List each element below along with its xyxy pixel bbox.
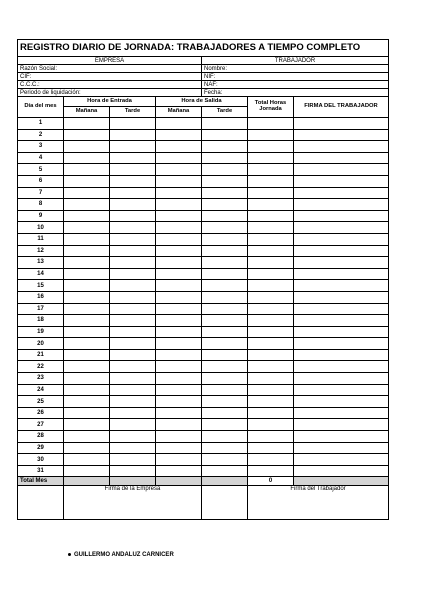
entrada-tarde-cell[interactable] [110, 303, 156, 315]
salida-manana-cell[interactable] [156, 419, 202, 431]
day-number: 16 [18, 291, 64, 303]
entrada-tarde-cell[interactable] [110, 280, 156, 292]
entrada-manana-cell[interactable] [64, 187, 110, 199]
total-horas-cell[interactable] [248, 396, 294, 408]
trabajador-heading: TRABAJADOR [202, 57, 389, 65]
salida-manana-cell[interactable] [156, 291, 202, 303]
col-firma-header: FIRMA DEL TRABAJADOR [294, 97, 389, 118]
col-salida-header: Hora de Salida [156, 97, 248, 107]
day-number: 30 [18, 454, 64, 466]
total-horas-cell[interactable] [248, 129, 294, 141]
total-horas-cell[interactable] [248, 465, 294, 477]
salida-tarde-cell[interactable] [202, 164, 248, 176]
total-mes-cell [202, 477, 248, 486]
entrada-tarde-cell[interactable] [110, 164, 156, 176]
salida-manana-cell[interactable] [156, 233, 202, 245]
entrada-manana-cell[interactable] [64, 233, 110, 245]
salida-tarde-cell[interactable] [202, 268, 248, 280]
day-number: 6 [18, 175, 64, 187]
table-row [18, 245, 389, 257]
entrada-tarde-cell[interactable] [110, 465, 156, 477]
firma-trabajador-cell[interactable] [294, 373, 389, 385]
total-mes-cell [156, 477, 202, 486]
total-horas-cell[interactable] [248, 187, 294, 199]
entrada-tarde-cell[interactable] [110, 175, 156, 187]
total-mes-value: 0 [248, 477, 294, 486]
salida-tarde-cell[interactable] [202, 257, 248, 269]
field-periodo[interactable]: Periodo de liquidación: [18, 89, 202, 97]
field-fecha[interactable]: Fecha: [202, 89, 389, 97]
day-number: 5 [18, 164, 64, 176]
salida-manana-cell[interactable] [156, 396, 202, 408]
table-row [18, 187, 389, 199]
salida-tarde-cell[interactable] [202, 118, 248, 130]
salida-tarde-cell[interactable] [202, 187, 248, 199]
total-horas-cell[interactable] [248, 303, 294, 315]
total-horas-cell[interactable] [248, 245, 294, 257]
salida-tarde-cell[interactable] [202, 465, 248, 477]
salida-manana-cell[interactable] [156, 210, 202, 222]
day-number: 7 [18, 187, 64, 199]
firma-trabajador-cell[interactable] [294, 361, 389, 373]
entrada-manana-cell[interactable] [64, 315, 110, 327]
entrada-manana-cell[interactable] [64, 454, 110, 466]
table-row [18, 361, 389, 373]
entrada-manana-cell[interactable] [64, 396, 110, 408]
entrada-manana-cell[interactable] [64, 431, 110, 443]
table-row [18, 349, 389, 361]
day-number: 25 [18, 396, 64, 408]
day-number: 27 [18, 419, 64, 431]
field-ccc[interactable]: C.C.C.: [18, 81, 202, 89]
table-row [18, 175, 389, 187]
salida-tarde-cell[interactable] [202, 175, 248, 187]
salida-manana-cell[interactable] [156, 129, 202, 141]
salida-tarde-cell[interactable] [202, 152, 248, 164]
salida-tarde-cell[interactable] [202, 442, 248, 454]
table-row [18, 315, 389, 327]
entrada-tarde-cell[interactable] [110, 315, 156, 327]
total-horas-cell[interactable] [248, 315, 294, 327]
salida-manana-cell[interactable] [156, 338, 202, 350]
signature-spacer [202, 486, 248, 520]
salida-manana-cell[interactable] [156, 280, 202, 292]
salida-tarde-cell[interactable] [202, 407, 248, 419]
entrada-tarde-cell[interactable] [110, 210, 156, 222]
firma-trabajador-cell[interactable] [294, 164, 389, 176]
day-number: 20 [18, 338, 64, 350]
total-horas-cell[interactable] [248, 257, 294, 269]
day-number: 29 [18, 442, 64, 454]
entrada-tarde-cell[interactable] [110, 233, 156, 245]
total-horas-cell[interactable] [248, 199, 294, 211]
salida-tarde-cell[interactable] [202, 315, 248, 327]
salida-manana-cell[interactable] [156, 442, 202, 454]
table-row [18, 141, 389, 153]
table-row [18, 118, 389, 130]
table-row [18, 164, 389, 176]
entrada-tarde-cell[interactable] [110, 257, 156, 269]
table-row [18, 465, 389, 477]
salida-manana-cell[interactable] [156, 152, 202, 164]
day-number: 24 [18, 384, 64, 396]
day-number: 4 [18, 152, 64, 164]
day-number: 21 [18, 349, 64, 361]
firma-trabajador-cell[interactable] [294, 245, 389, 257]
firma-trabajador-cell[interactable] [294, 257, 389, 269]
firma-trabajador-cell[interactable] [294, 152, 389, 164]
total-mes-label: Total Mes [18, 477, 64, 486]
salida-manana-cell[interactable] [156, 361, 202, 373]
day-number: 13 [18, 257, 64, 269]
field-naf[interactable]: NAF: [202, 81, 389, 89]
salida-manana-cell[interactable] [156, 222, 202, 234]
entrada-tarde-cell[interactable] [110, 442, 156, 454]
entrada-tarde-cell[interactable] [110, 199, 156, 211]
day-number: 14 [18, 268, 64, 280]
day-number: 18 [18, 315, 64, 327]
salida-manana-cell[interactable] [156, 303, 202, 315]
firma-trabajador-cell[interactable] [294, 118, 389, 130]
entrada-manana-cell[interactable] [64, 361, 110, 373]
day-number: 22 [18, 361, 64, 373]
day-number: 9 [18, 210, 64, 222]
total-horas-cell[interactable] [248, 118, 294, 130]
total-horas-cell[interactable] [248, 407, 294, 419]
table-row [18, 199, 389, 211]
entrada-manana-cell[interactable] [64, 268, 110, 280]
firma-trabajador-cell[interactable] [294, 396, 389, 408]
entrada-manana-cell[interactable] [64, 338, 110, 350]
col-entrada-header: Hora de Entrada [64, 97, 156, 107]
firma-trabajador-label: Firma del Trabajador [290, 486, 346, 493]
table-row [18, 396, 389, 408]
day-number: 12 [18, 245, 64, 257]
entrada-manana-cell[interactable] [64, 407, 110, 419]
salida-tarde-cell[interactable] [202, 373, 248, 385]
entrada-tarde-cell[interactable] [110, 268, 156, 280]
salida-tarde-cell[interactable] [202, 338, 248, 350]
salida-tarde-cell[interactable] [202, 141, 248, 153]
entrada-manana-cell[interactable] [64, 349, 110, 361]
firma-trabajador-cell[interactable] [294, 175, 389, 187]
firma-trabajador-cell[interactable] [294, 199, 389, 211]
salida-manana-cell[interactable] [156, 326, 202, 338]
firma-trabajador-cell[interactable] [294, 465, 389, 477]
day-number: 17 [18, 303, 64, 315]
salida-tarde-cell[interactable] [202, 222, 248, 234]
day-rows [18, 118, 389, 477]
table-row [18, 407, 389, 419]
salida-manana-cell[interactable] [156, 373, 202, 385]
total-horas-cell[interactable] [248, 175, 294, 187]
timesheet-form [17, 39, 389, 520]
salida-manana-cell[interactable] [156, 118, 202, 130]
entrada-manana-cell[interactable] [64, 164, 110, 176]
footer-text: GUILLERMO ANDALUZ CARNICER [74, 552, 174, 558]
table-row [18, 210, 389, 222]
salida-manana-cell[interactable] [156, 454, 202, 466]
entrada-tarde-cell[interactable] [110, 187, 156, 199]
entrada-manana-cell[interactable] [64, 118, 110, 130]
entrada-manana-cell[interactable] [64, 199, 110, 211]
salida-manana-cell[interactable] [156, 245, 202, 257]
entrada-tarde-cell[interactable] [110, 222, 156, 234]
salida-manana-cell[interactable] [156, 187, 202, 199]
entrada-tarde-cell[interactable] [110, 384, 156, 396]
table-row [18, 431, 389, 443]
entrada-manana-cell[interactable] [64, 291, 110, 303]
firma-trabajador-cell[interactable] [294, 129, 389, 141]
table-row [18, 268, 389, 280]
total-mes-cell [110, 477, 156, 486]
field-nif[interactable]: NIF: [202, 73, 389, 81]
entrada-tarde-cell[interactable] [110, 291, 156, 303]
salida-tarde-cell[interactable] [202, 210, 248, 222]
salida-manana-cell[interactable] [156, 175, 202, 187]
total-horas-cell[interactable] [248, 210, 294, 222]
table-row [18, 384, 389, 396]
firma-trabajador-cell[interactable] [294, 431, 389, 443]
entrada-tarde-cell[interactable] [110, 129, 156, 141]
total-horas-cell[interactable] [248, 419, 294, 431]
table-row [18, 291, 389, 303]
total-horas-cell[interactable] [248, 152, 294, 164]
field-nombre[interactable]: Nombre: [202, 65, 389, 73]
entrada-tarde-cell[interactable] [110, 373, 156, 385]
entrada-tarde-cell[interactable] [110, 361, 156, 373]
day-number: 11 [18, 233, 64, 245]
firma-empresa-box[interactable] [64, 486, 202, 520]
salida-tarde-cell[interactable] [202, 419, 248, 431]
salida-tarde-cell[interactable] [202, 245, 248, 257]
firma-trabajador-cell[interactable] [294, 419, 389, 431]
entrada-tarde-cell[interactable] [110, 245, 156, 257]
salida-tarde-cell[interactable] [202, 431, 248, 443]
firma-trabajador-cell[interactable] [294, 291, 389, 303]
total-horas-cell[interactable] [248, 431, 294, 443]
total-mes-cell [64, 477, 110, 486]
entrada-tarde-cell[interactable] [110, 338, 156, 350]
firma-trabajador-cell[interactable] [294, 187, 389, 199]
salida-tarde-cell[interactable] [202, 396, 248, 408]
entrada-manana-cell[interactable] [64, 222, 110, 234]
salida-manana-cell[interactable] [156, 257, 202, 269]
salida-manana-cell[interactable] [156, 407, 202, 419]
total-horas-cell[interactable] [248, 222, 294, 234]
day-number: 23 [18, 373, 64, 385]
signature-spacer [18, 486, 64, 520]
firma-trabajador-cell[interactable] [294, 338, 389, 350]
entrada-tarde-cell[interactable] [110, 152, 156, 164]
salida-tarde-header: Tarde [202, 107, 248, 118]
entrada-manana-cell[interactable] [64, 175, 110, 187]
total-horas-cell[interactable] [248, 233, 294, 245]
day-number: 8 [18, 199, 64, 211]
day-number: 31 [18, 465, 64, 477]
table-row [18, 222, 389, 234]
day-number: 1 [18, 118, 64, 130]
firma-trabajador-cell[interactable] [294, 442, 389, 454]
day-number: 3 [18, 141, 64, 153]
entrada-tarde-cell[interactable] [110, 407, 156, 419]
salida-tarde-cell[interactable] [202, 349, 248, 361]
firma-trabajador-cell[interactable] [294, 141, 389, 153]
field-cif[interactable]: CIF: [18, 73, 202, 81]
firma-trabajador-box[interactable] [248, 486, 389, 520]
firma-trabajador-cell[interactable] [294, 268, 389, 280]
salida-manana-header: Mañana [156, 107, 202, 118]
firma-trabajador-cell[interactable] [294, 233, 389, 245]
salida-manana-cell[interactable] [156, 465, 202, 477]
table-row [18, 233, 389, 245]
day-number: 28 [18, 431, 64, 443]
total-horas-cell[interactable] [248, 326, 294, 338]
table-row [18, 373, 389, 385]
total-horas-cell[interactable] [248, 141, 294, 153]
firma-trabajador-cell[interactable] [294, 280, 389, 292]
salida-manana-cell[interactable] [156, 199, 202, 211]
total-horas-cell[interactable] [248, 384, 294, 396]
entrada-tarde-cell[interactable] [110, 396, 156, 408]
entrada-manana-cell[interactable] [64, 245, 110, 257]
salida-manana-cell[interactable] [156, 141, 202, 153]
table-row [18, 338, 389, 350]
entrada-manana-cell[interactable] [64, 465, 110, 477]
entrada-manana-cell[interactable] [64, 210, 110, 222]
entrada-manana-cell[interactable] [64, 280, 110, 292]
col-total-header: Total Horas Jornada [248, 97, 294, 118]
total-horas-cell[interactable] [248, 338, 294, 350]
table-row [18, 326, 389, 338]
day-number: 15 [18, 280, 64, 292]
field-razon-social[interactable]: Razón Social: [18, 65, 202, 73]
salida-tarde-cell[interactable] [202, 454, 248, 466]
firma-trabajador-cell[interactable] [294, 210, 389, 222]
salida-tarde-cell[interactable] [202, 303, 248, 315]
entrada-manana-cell[interactable] [64, 303, 110, 315]
entrada-manana-cell[interactable] [64, 373, 110, 385]
entrada-tarde-cell[interactable] [110, 454, 156, 466]
entrada-tarde-cell[interactable] [110, 431, 156, 443]
day-number: 2 [18, 129, 64, 141]
entrada-tarde-cell[interactable] [110, 349, 156, 361]
firma-trabajador-cell[interactable] [294, 407, 389, 419]
salida-manana-cell[interactable] [156, 164, 202, 176]
entrada-manana-header: Mañana [64, 107, 110, 118]
total-horas-cell[interactable] [248, 454, 294, 466]
table-row [18, 419, 389, 431]
firma-trabajador-cell[interactable] [294, 326, 389, 338]
total-horas-cell[interactable] [248, 349, 294, 361]
table-row [18, 442, 389, 454]
table-row [18, 129, 389, 141]
total-horas-cell[interactable] [248, 280, 294, 292]
firma-trabajador-cell[interactable] [294, 315, 389, 327]
total-horas-cell[interactable] [248, 268, 294, 280]
entrada-manana-cell[interactable] [64, 384, 110, 396]
table-row [18, 257, 389, 269]
day-number: 10 [18, 222, 64, 234]
entrada-tarde-cell[interactable] [110, 419, 156, 431]
salida-manana-cell[interactable] [156, 315, 202, 327]
firma-trabajador-cell[interactable] [294, 384, 389, 396]
salida-tarde-cell[interactable] [202, 291, 248, 303]
day-number: 19 [18, 326, 64, 338]
firma-trabajador-cell[interactable] [294, 349, 389, 361]
entrada-manana-cell[interactable] [64, 419, 110, 431]
entrada-manana-cell[interactable] [64, 442, 110, 454]
firma-empresa-label: Firma de la Empresa [104, 486, 161, 493]
salida-tarde-cell[interactable] [202, 129, 248, 141]
total-horas-cell[interactable] [248, 164, 294, 176]
entrada-manana-cell[interactable] [64, 326, 110, 338]
salida-tarde-cell[interactable] [202, 233, 248, 245]
entrada-tarde-cell[interactable] [110, 326, 156, 338]
firma-trabajador-cell[interactable] [294, 222, 389, 234]
entrada-tarde-cell[interactable] [110, 118, 156, 130]
salida-tarde-cell[interactable] [202, 361, 248, 373]
salida-tarde-cell[interactable] [202, 199, 248, 211]
empresa-heading: EMPRESA [18, 57, 202, 65]
salida-manana-cell[interactable] [156, 431, 202, 443]
total-horas-cell[interactable] [248, 291, 294, 303]
salida-tarde-cell[interactable] [202, 280, 248, 292]
entrada-manana-cell[interactable] [64, 141, 110, 153]
entrada-tarde-header: Tarde [110, 107, 156, 118]
footer-credit [68, 552, 174, 558]
salida-tarde-cell[interactable] [202, 326, 248, 338]
entrada-tarde-cell[interactable] [110, 141, 156, 153]
form-title: REGISTRO DIARIO DE JORNADA: TRABAJADORES A TIEMPO COMPLETO [18, 40, 389, 57]
total-horas-cell[interactable] [248, 373, 294, 385]
salida-manana-cell[interactable] [156, 384, 202, 396]
salida-manana-cell[interactable] [156, 349, 202, 361]
firma-trabajador-cell[interactable] [294, 303, 389, 315]
day-number: 26 [18, 407, 64, 419]
table-row [18, 152, 389, 164]
firma-trabajador-cell[interactable] [294, 454, 389, 466]
entrada-manana-cell[interactable] [64, 152, 110, 164]
total-horas-cell[interactable] [248, 361, 294, 373]
total-horas-cell[interactable] [248, 442, 294, 454]
salida-manana-cell[interactable] [156, 268, 202, 280]
total-mes-cell [294, 477, 389, 486]
entrada-manana-cell[interactable] [64, 257, 110, 269]
salida-tarde-cell[interactable] [202, 384, 248, 396]
table-row [18, 303, 389, 315]
col-dia-header: Día del mes [18, 97, 64, 118]
table-row [18, 454, 389, 466]
table-row [18, 280, 389, 292]
entrada-manana-cell[interactable] [64, 129, 110, 141]
bullet-icon [68, 553, 71, 556]
